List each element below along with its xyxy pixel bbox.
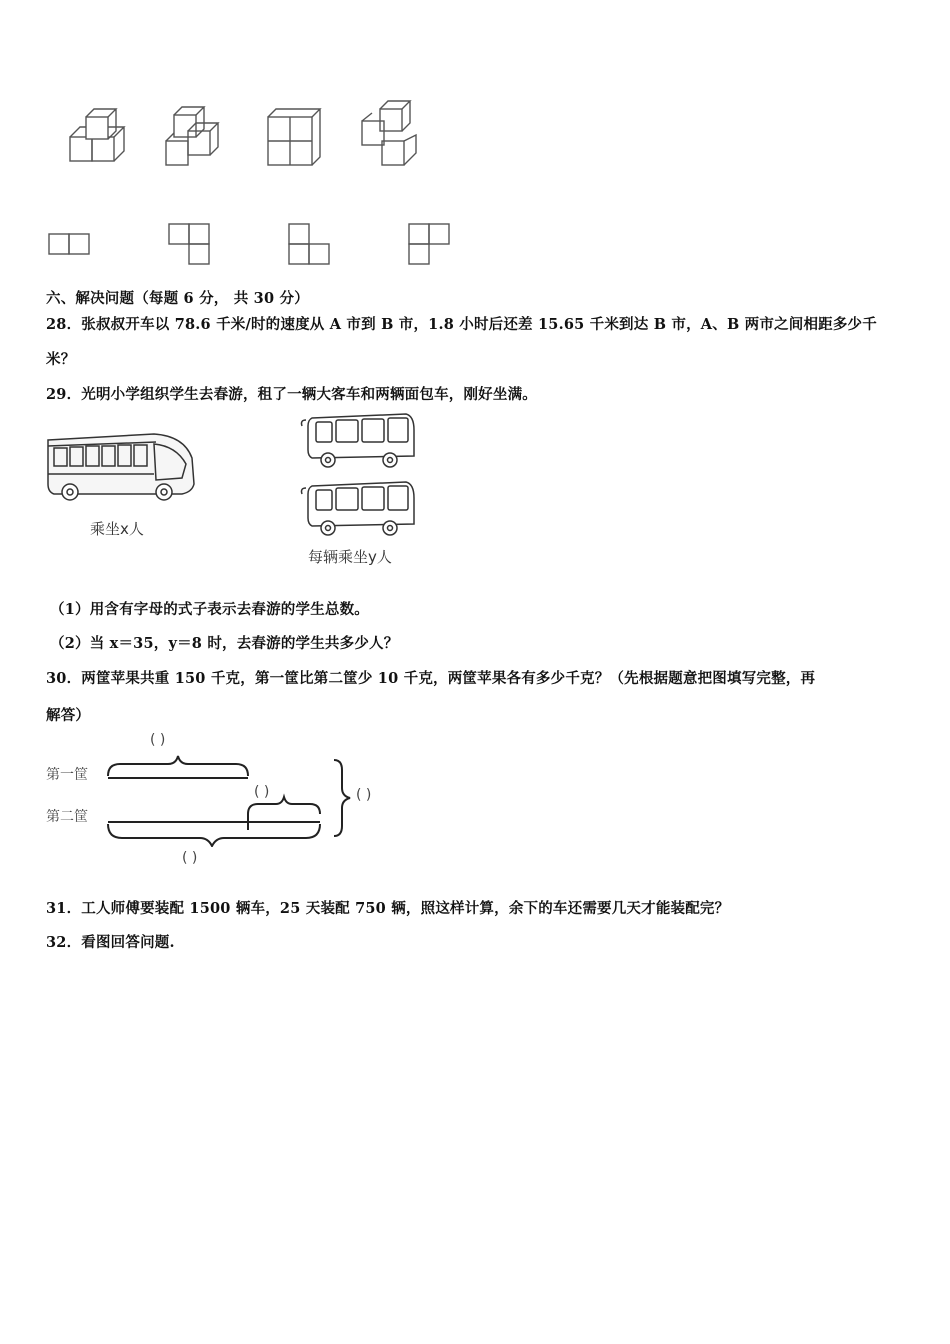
question-31: 31．工人师傅要装配 1500 辆车，25 天装配 750 辆，照这样计算，余下的车还需要几天才能装配完？ <box>46 900 730 917</box>
question-29-sub-1: （1）用含有字母的式子表示去春游的学生总数。 <box>50 601 369 618</box>
bus-caption: 乘坐x人 <box>90 520 144 538</box>
blank-total: ( ) <box>356 787 372 803</box>
label-second-basket: 第二筐 <box>46 809 88 825</box>
cube-stack-1 <box>70 109 124 161</box>
bus-illustration <box>44 428 199 503</box>
view-shapes-figure <box>45 222 465 272</box>
cube-stack-4 <box>362 101 416 165</box>
question-29-sub-2: （2）当 x＝35，y＝8 时，去春游的学生共多少人？ <box>50 635 399 652</box>
blank-difference: ( ) <box>254 784 270 800</box>
view-shape-3 <box>289 224 329 264</box>
label-first-basket: 第一筐 <box>46 767 88 783</box>
section-title: 六、解决问题（每题 6 分， 共 30 分） <box>46 290 309 307</box>
question-28-line-2: 米？ <box>46 351 76 368</box>
difference-brace <box>248 797 320 814</box>
question-32: 32．看图回答问题. <box>46 934 175 951</box>
question-28-line-1: 28．张叔叔开车以 78.6 千米/时的速度从 A 市到 B 市，1.8 小时后还差 15.65 千米到达 B 市，A、B 两市之间相距多少千 <box>46 316 877 333</box>
total-brace <box>334 760 350 836</box>
blank-second-basket: ( ) <box>182 850 198 866</box>
question-30-line-1: 30．两筐苹果共重 150 千克，第一筐比第二筐少 10 千克，两筐苹果各有多少千克？（先根据题意把图填写完整，再 <box>46 670 816 687</box>
segment-diagram <box>100 752 360 847</box>
view-shape-1 <box>49 234 89 254</box>
view-shape-2 <box>169 224 209 264</box>
second-basket-brace <box>108 824 320 846</box>
van-illustration-1 <box>298 410 418 472</box>
cube-stacks-figure <box>60 95 440 175</box>
cube-stack-3 <box>268 109 320 165</box>
question-30-line-2: 解答） <box>46 707 91 724</box>
blank-first-basket: ( ) <box>150 732 166 748</box>
question-29-text: 29．光明小学组织学生去春游，租了一辆大客车和两辆面包车，刚好坐满。 <box>46 386 537 403</box>
van-caption: 每辆乘坐y人 <box>308 548 392 566</box>
first-basket-brace <box>108 756 248 776</box>
van-illustration-2 <box>298 478 418 540</box>
view-shape-4 <box>409 224 449 264</box>
cube-stack-2 <box>166 107 218 165</box>
